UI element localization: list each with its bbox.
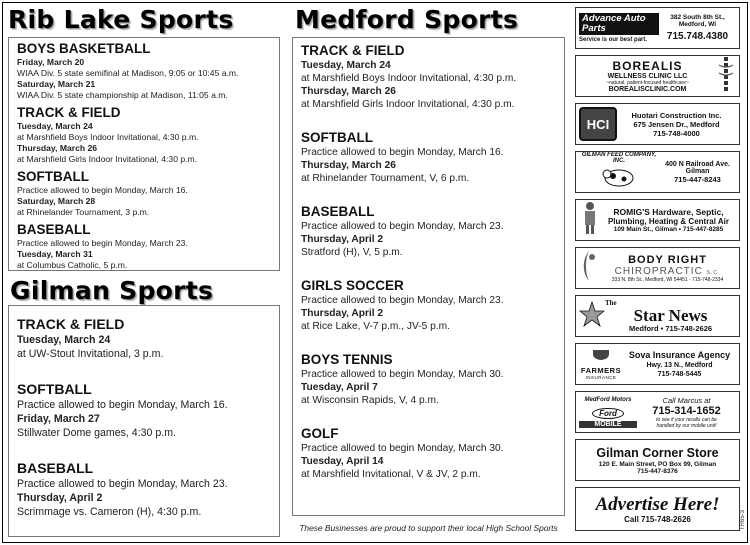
event-date: Friday, March 20	[17, 57, 85, 67]
event-detail: Stillwater Dome games, 4:30 p.m.	[17, 427, 176, 439]
star-news-name: Star News	[633, 306, 708, 325]
event-date: Thursday, March 26	[301, 86, 396, 97]
advance-auto-logo: Advance Auto Parts	[579, 13, 659, 35]
event-date: Thursday, March 26	[17, 143, 98, 153]
star-news-phone: Medford • 715-748-2626	[628, 324, 713, 333]
event-detail: at Wisconsin Rapids, V, 4 p.m.	[301, 395, 439, 406]
borealis-tagline: ~natural, patient-focused healthcare~	[606, 80, 689, 86]
cow-icon	[579, 166, 659, 193]
gilman-schedule-box	[8, 305, 280, 537]
romig-address: 109 Main St., Gilman • 715-447-8285	[613, 226, 724, 233]
sport-heading: BOYS TENNIS	[301, 352, 393, 367]
body-right-line2: CHIROPRACTIC	[614, 265, 703, 277]
event-date: Thursday, April 2	[301, 308, 384, 319]
event-date: Thursday, March 26	[301, 160, 396, 171]
event-detail: WIAA Div. 5 state semifinal at Madison, 9:05 or 10:45 a.m.	[17, 68, 239, 78]
event-date: Friday, March 27	[17, 413, 100, 425]
sport-heading: BOYS BASKETBALL	[17, 41, 151, 56]
event-date: Saturday, March 28	[17, 196, 96, 206]
event-detail: Practice allowed to begin Monday, March 30.	[301, 369, 504, 380]
event-detail: at Marshfield Girls Indoor Invitational, 4:30 p.m.	[301, 99, 515, 110]
event-date: Tuesday, March 24	[17, 121, 93, 131]
star-news-the: The	[605, 299, 617, 307]
sport-heading: GIRLS SOCCER	[301, 278, 404, 293]
medford-motors-logo: MedFord Motors	[584, 396, 632, 403]
romig-line2: Plumbing, Heating & Central Air	[607, 217, 730, 226]
body-right-line1: BODY RIGHT	[628, 253, 707, 266]
gilman-feed-logo: GILMAN FEED COMPANY, INC.	[581, 151, 657, 164]
event-detail: WIAA Div. 5 state championship at Madison, 11:05 a.m.	[17, 90, 228, 100]
ad-huotari-construction[interactable]	[575, 103, 740, 145]
gilman-corner-address: 120 E. Main Street, PO Box 99, Gilman	[598, 460, 717, 468]
event-block	[301, 425, 558, 481]
sport-heading: BASEBALL	[301, 204, 375, 219]
sport-heading: GOLF	[301, 426, 339, 441]
medford-motors-note1: to see if your recalls can be	[656, 416, 717, 423]
ad-advance-auto-parts[interactable]	[575, 7, 740, 49]
event-date: Thursday, April 2	[17, 492, 103, 504]
event-block	[17, 221, 273, 271]
event-block	[17, 104, 273, 165]
hci-logo: HCI	[579, 107, 617, 141]
sport-heading: SOFTBALL	[17, 169, 89, 184]
rib-lake-title: Rib Lake Sports	[8, 5, 234, 34]
figure-icon	[579, 249, 599, 288]
worker-icon	[579, 200, 601, 241]
advertise-here-text: Advertise Here!	[595, 494, 720, 515]
event-detail: Practice allowed to begin Monday, March 16.	[17, 185, 188, 195]
medford-motors-phone: 715-314-1652	[652, 404, 721, 417]
advertise-here-phone: Call 715-748-2626	[624, 515, 691, 524]
sova-address: Hwy. 13 N., Medford	[646, 362, 713, 369]
advance-phone: 715.748.4380	[666, 31, 729, 42]
event-detail: Practice allowed to begin Monday, March 23.	[17, 478, 228, 490]
event-date: Tuesday, April 7	[301, 382, 378, 393]
borealis-url: BOREALISCLINIC.COM	[608, 86, 687, 93]
huotari-name: Huotari Construction Inc.	[631, 110, 722, 120]
page-code: TR65-3	[740, 509, 746, 530]
farmers-logo: FARMERS	[580, 366, 622, 375]
body-right-suffix: S.C.	[706, 269, 721, 276]
event-detail: at Rice Lake, V-7 p.m., JV-5 p.m.	[301, 321, 450, 332]
event-detail: Practice allowed to begin Monday, March 23.	[17, 238, 188, 248]
event-block	[17, 460, 273, 519]
event-block	[17, 40, 273, 101]
event-detail: Practice allowed to begin Monday, March 16.	[17, 399, 228, 411]
body-right-address: 333 N. 8th St., Medford, WI 54451 · 715-748-2334	[611, 276, 724, 283]
event-detail: Scrimmage vs. Cameron (H), 4:30 p.m.	[17, 506, 202, 518]
ad-sova-insurance[interactable]	[575, 343, 740, 385]
event-block	[17, 381, 273, 440]
medford-title: Medford Sports	[295, 5, 519, 34]
borealis-name: BOREALIS	[612, 59, 683, 73]
event-block	[17, 316, 273, 361]
event-date: Tuesday, April 14	[301, 456, 384, 467]
sport-heading: BASEBALL	[17, 460, 94, 476]
event-date: Thursday, April 2	[301, 234, 384, 245]
huotari-phone: 715-748-4000	[653, 128, 700, 138]
ad-medford-motors[interactable]	[575, 391, 740, 433]
sport-heading: BASEBALL	[17, 222, 91, 237]
event-detail: at Marshfield Invitational, V & JV, 2 p.m.	[301, 469, 481, 480]
event-block	[17, 168, 273, 218]
sport-heading: TRACK & FIELD	[301, 43, 405, 58]
event-detail: Stratford (H), V, 5 p.m.	[301, 247, 403, 258]
gilman-corner-phone: 715-447-8376	[637, 467, 678, 475]
huotari-address: 675 Jensen Dr., Medford	[633, 119, 720, 129]
medford-motors-call: Call Marcus at	[662, 395, 711, 405]
ad-star-news[interactable]	[575, 295, 740, 337]
event-block	[301, 42, 558, 111]
sport-heading: SOFTBALL	[301, 130, 373, 145]
gilman-feed-address: 400 N Railroad Ave.	[665, 160, 730, 168]
event-detail: Practice allowed to begin Monday, March 16.	[301, 147, 504, 158]
sova-name: Sova Insurance Agency	[628, 350, 731, 360]
sport-heading: SOFTBALL	[17, 381, 92, 397]
farmers-shield-icon	[579, 348, 623, 366]
advance-address1: 382 South 8th St.,	[670, 14, 725, 21]
romig-line1: ROMIG'S Hardware, Septic,	[613, 207, 724, 217]
event-block	[301, 351, 558, 407]
ad-body-right-chiropractic[interactable]	[575, 247, 740, 289]
event-detail: at Marshfield Boys Indoor Invitational, 4:30 p.m.	[301, 73, 517, 84]
gilman-feed-city: Gilman	[685, 167, 710, 175]
advance-tagline: Service is our best part.	[579, 37, 648, 43]
event-block	[301, 277, 558, 333]
sport-heading: TRACK & FIELD	[17, 316, 125, 332]
event-date: Saturday, March 21	[17, 79, 96, 89]
sport-heading: TRACK & FIELD	[17, 105, 121, 120]
ad-gilman-feed[interactable]	[575, 151, 740, 193]
ad-borealis-clinic[interactable]	[575, 55, 740, 97]
spine-icon	[716, 55, 736, 97]
ad-gilman-corner-store[interactable]	[575, 439, 740, 481]
event-detail: Practice allowed to begin Monday, March 23.	[301, 221, 504, 232]
event-detail: at Marshfield Girls Indoor Invitational, 4:30 p.m.	[17, 154, 198, 164]
sponsor-note: These Businesses are proud to support their local High School Sports	[299, 523, 558, 533]
event-detail: Practice allowed to begin Monday, March 30.	[301, 443, 504, 454]
sponsor-ads-column	[575, 7, 740, 537]
ad-advertise-here[interactable]	[575, 487, 740, 531]
event-block	[301, 203, 558, 259]
gilman-corner-name: Gilman Corner Store	[596, 445, 719, 460]
advance-address2: Medford, WI	[678, 21, 717, 28]
event-detail: Practice allowed to begin Monday, March 23.	[301, 295, 504, 306]
ford-oval-logo: Ford	[592, 408, 624, 419]
rib-lake-schedule-box	[8, 37, 280, 271]
event-date: Tuesday, March 24	[17, 334, 111, 346]
mobile-logo: MOBILE	[579, 421, 637, 428]
event-date: Tuesday, March 24	[301, 60, 391, 71]
event-detail: at Rhinelander Tournament, 3 p.m.	[17, 207, 150, 217]
event-block	[301, 129, 558, 185]
gilman-feed-phone: 715-447-8243	[674, 174, 721, 184]
ad-romigs-hardware[interactable]	[575, 199, 740, 241]
event-date: Tuesday, March 31	[17, 249, 93, 259]
event-detail: at Rhinelander Tournament, V, 6 p.m.	[301, 173, 470, 184]
event-detail: at Columbus Catholic, 5 p.m.	[17, 260, 128, 270]
medford-schedule-box	[292, 37, 565, 516]
farmers-sub: INSURANCE	[585, 375, 617, 380]
borealis-sub: WELLNESS CLINIC LLC	[607, 73, 688, 80]
star-icon	[579, 301, 605, 332]
gilman-title: Gilman Sports	[10, 276, 214, 305]
event-detail: at UW-Stout Invitational, 3 p.m.	[17, 348, 164, 360]
event-detail: at Marshfield Boys Indoor Invitational, 4:30 p.m.	[17, 132, 199, 142]
medford-motors-note2: handled by our mobile unit!	[656, 422, 717, 429]
sova-phone: 715-748-5445	[657, 371, 702, 378]
